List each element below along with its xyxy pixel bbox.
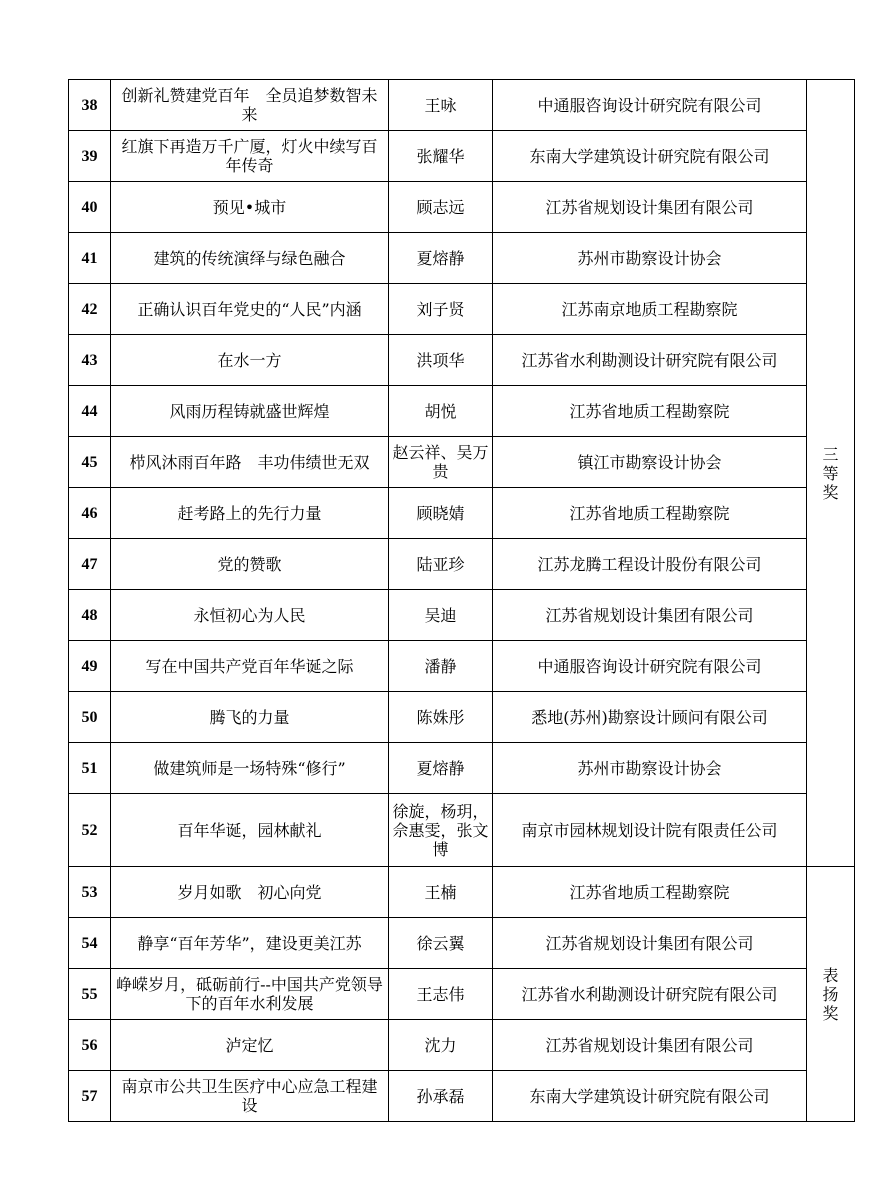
organization-name: 江苏省地质工程勘察院 [493,488,807,539]
table-row [69,743,855,794]
author-name: 王咏 [389,80,493,131]
awards-table-body [69,80,855,1122]
work-title: 永恒初心为人民 [111,590,389,641]
work-title: 正确认识百年党史的“人民”内涵 [111,284,389,335]
author-name: 吴迪 [389,590,493,641]
work-title: 做建筑师是一场特殊“修行” [111,743,389,794]
table-row [69,969,855,1020]
row-number: 57 [69,1071,111,1122]
author-name: 王楠 [389,867,493,918]
organization-name: 南京市园林规划设计院有限责任公司 [493,794,807,867]
award-level [807,80,855,867]
work-title: 静享“百年芳华”，建设更美江苏 [111,918,389,969]
row-number: 41 [69,233,111,284]
work-title: 峥嵘岁月，砥砺前行--中国共产党领导下的百年水利发展 [111,969,389,1020]
author-name: 夏熔静 [389,233,493,284]
award-level-char: 表 [822,965,839,985]
row-number: 53 [69,867,111,918]
award-level [807,867,855,1122]
author-name: 刘子贤 [389,284,493,335]
row-number: 50 [69,692,111,743]
table-row [69,335,855,386]
author-name: 徐云翼 [389,918,493,969]
work-title: 在水一方 [111,335,389,386]
awards-table [68,79,855,1122]
organization-name: 江苏省规划设计集团有限公司 [493,1020,807,1071]
author-name: 洪项华 [389,335,493,386]
work-title: 栉风沐雨百年路 丰功伟绩世无双 [111,437,389,488]
table-row [69,692,855,743]
row-number: 51 [69,743,111,794]
row-number: 46 [69,488,111,539]
work-title: 预见•城市 [111,182,389,233]
author-name: 徐旋，杨玥，佘惠雯，张文博 [389,794,493,867]
table-row [69,867,855,918]
organization-name: 苏州市勘察设计协会 [493,233,807,284]
row-number: 45 [69,437,111,488]
row-number: 38 [69,80,111,131]
table-row [69,488,855,539]
table-row [69,284,855,335]
table-row [69,386,855,437]
organization-name: 江苏省规划设计集团有限公司 [493,182,807,233]
organization-name: 江苏省规划设计集团有限公司 [493,918,807,969]
organization-name: 江苏省水利勘测设计研究院有限公司 [493,335,807,386]
work-title: 赶考路上的先行力量 [111,488,389,539]
row-number: 44 [69,386,111,437]
author-name: 胡悦 [389,386,493,437]
row-number: 48 [69,590,111,641]
organization-name: 镇江市勘察设计协会 [493,437,807,488]
table-row [69,131,855,182]
table-row [69,437,855,488]
organization-name: 江苏南京地质工程勘察院 [493,284,807,335]
table-row [69,590,855,641]
award-level-char: 等 [822,463,839,483]
table-row [69,539,855,590]
table-row [69,1071,855,1122]
row-number: 56 [69,1020,111,1071]
organization-name: 江苏省规划设计集团有限公司 [493,590,807,641]
table-row [69,233,855,284]
work-title: 百年华诞，园林献礼 [111,794,389,867]
organization-name: 悉地(苏州)勘察设计顾问有限公司 [493,692,807,743]
award-level-char: 奖 [822,482,839,502]
author-name: 赵云祥、吴万贵 [389,437,493,488]
author-name: 孙承磊 [389,1071,493,1122]
organization-name: 中通服咨询设计研究院有限公司 [493,641,807,692]
row-number: 39 [69,131,111,182]
table-row [69,80,855,131]
author-name: 陈姝彤 [389,692,493,743]
author-name: 陆亚珍 [389,539,493,590]
row-number: 42 [69,284,111,335]
work-title: 风雨历程铸就盛世辉煌 [111,386,389,437]
organization-name: 苏州市勘察设计协会 [493,743,807,794]
organization-name: 中通服咨询设计研究院有限公司 [493,80,807,131]
award-level-char: 三 [822,444,839,464]
organization-name: 江苏省地质工程勘察院 [493,386,807,437]
row-number: 49 [69,641,111,692]
table-row [69,182,855,233]
award-level-char: 扬 [822,984,839,1004]
author-name: 沈力 [389,1020,493,1071]
row-number: 40 [69,182,111,233]
author-name: 王志伟 [389,969,493,1020]
row-number: 47 [69,539,111,590]
work-title: 建筑的传统演绎与绿色融合 [111,233,389,284]
table-row [69,1020,855,1071]
organization-name: 东南大学建筑设计研究院有限公司 [493,1071,807,1122]
row-number: 55 [69,969,111,1020]
organization-name: 东南大学建筑设计研究院有限公司 [493,131,807,182]
row-number: 43 [69,335,111,386]
author-name: 顾志远 [389,182,493,233]
author-name: 张耀华 [389,131,493,182]
table-row [69,794,855,867]
work-title: 腾飞的力量 [111,692,389,743]
work-title: 写在中国共产党百年华诞之际 [111,641,389,692]
work-title: 红旗下再造万千广厦，灯火中续写百年传奇 [111,131,389,182]
award-level-char: 奖 [822,1003,839,1023]
organization-name: 江苏省水利勘测设计研究院有限公司 [493,969,807,1020]
work-title: 南京市公共卫生医疗中心应急工程建设 [111,1071,389,1122]
table-row [69,918,855,969]
table-row [69,641,855,692]
author-name: 顾晓婧 [389,488,493,539]
row-number: 52 [69,794,111,867]
organization-name: 江苏龙腾工程设计股份有限公司 [493,539,807,590]
organization-name: 江苏省地质工程勘察院 [493,867,807,918]
author-name: 潘静 [389,641,493,692]
author-name: 夏熔静 [389,743,493,794]
row-number: 54 [69,918,111,969]
work-title: 泸定忆 [111,1020,389,1071]
work-title: 岁月如歌 初心向党 [111,867,389,918]
work-title: 创新礼赞建党百年 全员追梦数智未来 [111,80,389,131]
work-title: 党的赞歌 [111,539,389,590]
